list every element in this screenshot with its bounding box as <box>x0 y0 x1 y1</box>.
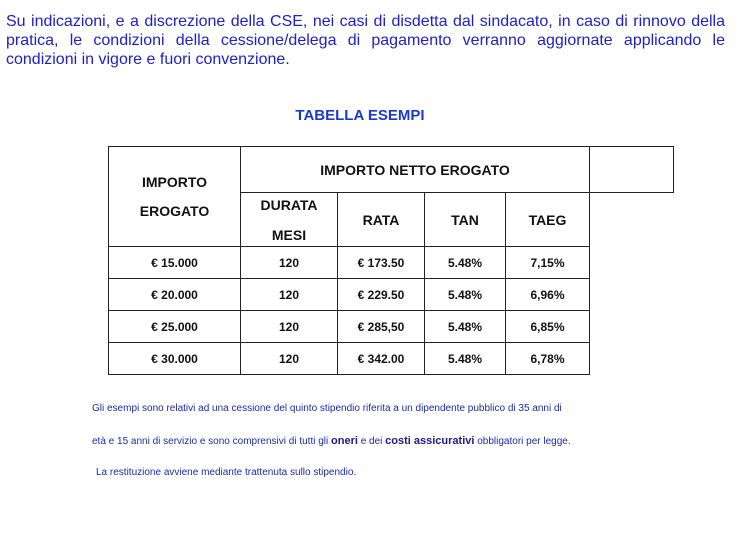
header-importo-erogato <box>109 147 241 247</box>
cell-durata: 120 <box>241 247 338 279</box>
note-line-2 <box>92 435 652 467</box>
cell-importo: € 15.000 <box>109 247 241 279</box>
cell-taeg: 6,96% <box>506 279 590 311</box>
cell-tan: 5.48% <box>425 279 506 311</box>
cell-importo: € 30.000 <box>109 343 241 375</box>
cell-taeg: 6,78% <box>506 343 590 375</box>
cell-rata: € 173.50 <box>338 247 425 279</box>
table-row <box>109 247 674 279</box>
note-costi-assicurativi: costi assicurativi <box>385 435 475 447</box>
header-taeg: TAEG <box>506 193 590 247</box>
intro-paragraph: Su indicazioni, e a discrezione della CSE, nei casi di disdetta dal sindacato, in caso di rinnovo della pratica, le condizioni della cessione/delega di pagamento verranno aggiornate applicando le condizioni in vigore e fuori convenzione. <box>6 13 725 68</box>
note-line-2-part-a: età e 15 anni di servizio e sono comprensivi di tutti gli <box>92 436 332 447</box>
table-title: TABELLA ESEMPI <box>295 107 425 124</box>
cell-durata: 120 <box>241 279 338 311</box>
cell-importo: € 20.000 <box>109 279 241 311</box>
cell-rata: € 342.00 <box>338 343 425 375</box>
cell-durata: 120 <box>241 311 338 343</box>
note-line-2-part-e: obbligatori per legge. <box>474 436 571 447</box>
header-durata-mesi <box>241 193 338 247</box>
note-line-1: Gli esempi sono relativi ad una cessione del quinto stipendio riferita a un dipendente pubblico di 35 anni di <box>92 403 562 414</box>
examples-table <box>108 146 674 375</box>
table-row <box>109 343 674 375</box>
cell-importo: € 25.000 <box>109 311 241 343</box>
table-row <box>109 279 674 311</box>
cell-tan: 5.48% <box>425 247 506 279</box>
header-tan: TAN <box>425 193 506 247</box>
cell-tan: 5.48% <box>425 343 506 375</box>
note-line-2-part-c: e dei <box>357 436 386 447</box>
header-importo-line1: IMPORTO <box>141 173 208 190</box>
table-row <box>109 311 674 343</box>
cell-tan: 5.48% <box>425 311 506 343</box>
header-importo-netto: IMPORTO NETTO EROGATO <box>241 147 590 193</box>
cell-taeg: 6,85% <box>506 311 590 343</box>
note-oneri: oneri <box>331 435 358 447</box>
header-empty-cell <box>590 147 674 193</box>
cell-taeg: 7,15% <box>506 247 590 279</box>
header-rata: RATA <box>338 193 425 247</box>
cell-rata: € 285,50 <box>338 311 425 343</box>
header-durata-line2: MESI <box>271 226 307 243</box>
cell-durata: 120 <box>241 343 338 375</box>
notes-block <box>92 403 652 478</box>
note-line-3: La restituzione avviene mediante trattenuta sullo stipendio. <box>96 467 357 478</box>
table-header-row <box>109 147 674 193</box>
cell-rata: € 229.50 <box>338 279 425 311</box>
header-importo-line2: EROGATO <box>139 202 210 219</box>
header-durata-line1: DURATA <box>260 196 318 213</box>
